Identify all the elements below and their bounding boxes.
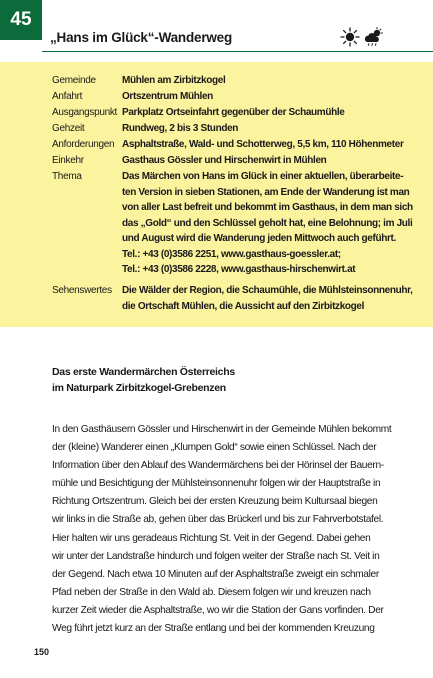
body-text: In den Gasthäusern Gössler und Hirschenwirt in der Gemeinde Mühlen bekommt der (kleine) Wanderer einen „Klumpen Gold“ sowie einen Schlüssel. Nach der Information über den Ablauf des Wandermärchens bei der Hörinsel der Bauern- mühle und Besichtigung der Mühlsteinsonnenuhr folgen wir der Hauptstraße in Richtung Ortszentrum. Gleich bei der ersten Kreuzung beim Kultursaal biegen wir links in die Straße ab, gehen über das Brückerl und bis zur Fahrverbotstafel. Hier halten wir uns geradeaus Richtung St. Veit in der Gegend. Dabei gehen wir unter der Landstraße hindurch und folgen weiter der Straße nach St. Veit in der Gegend. Nach etwa 10 Minuten auf der Asphaltstraße zweigt ein schmaler Pfad neben der Straße in den Wald ab. Diesem folgen wir und kreuzen nach kurzer Zeit wieder die Asphaltstraße, wo wir die Station der Gans vorfinden. Der Weg führt jetzt kurz an der Straße entlang und bei der kommenden Kreuzung (52, 424, 392, 635)
info-value: Ortszentrum Mühlen (122, 91, 213, 102)
info-value: Gasthaus Gössler und Hirschenwirt in Mühlen (122, 155, 327, 166)
sun-icon (340, 27, 360, 47)
info-label: Ausgangspunkt (52, 107, 118, 118)
info-label: Thema (52, 171, 82, 182)
info-label: Sehenswertes (52, 285, 112, 296)
title-rule (42, 51, 433, 52)
section-heading: Das erste Wandermärchen Österreichs im Naturpark Zirbitzkogel-Grebenzen (52, 366, 235, 394)
info-label: Anfahrt (52, 91, 83, 102)
sun-cloud-icon (364, 27, 384, 47)
info-label: Gemeinde (52, 75, 96, 86)
info-value: Das Märchen von Hans im Glück in einer aktuellen, überarbeite- ten Version in sieben Stationen, am Ende der Wanderung ist man von aller Last befreit und bekommt im Gasthaus, in dem man sich das „Gold“ und den Schlüssel geholt hat, eine Belohnung; im Juli und August wird die Wanderung jeden Mittwoch auch geführt. Tel.: +43 (0)3586 2251, www.gasthaus-goessler.at; Tel.: +43 (0)3586 2228, www.gasthaus-hirschenwirt.at (122, 171, 413, 275)
info-value: Die Wälder der Region, die Schaumühle, die Mühlsteinsonnenuhr, die Ortschaft Mühlen, die Aussicht auf den Zirbitzkogel (122, 285, 413, 312)
info-label: Einkehr (52, 155, 84, 166)
tour-number-badge: 45 (0, 0, 42, 40)
info-label: Anforderungen (52, 139, 115, 150)
tour-title: „Hans im Glück“-Wanderweg (50, 30, 233, 45)
info-label: Gehzeit (52, 123, 85, 134)
info-value: Parkplatz Ortseinfahrt gegenüber der Schaumühle (122, 107, 345, 118)
page-number: 150 (34, 647, 50, 657)
info-value: Mühlen am Zirbitzkogel (122, 75, 226, 86)
info-value: Asphaltstraße, Wald- und Schotterweg, 5,5 km, 110 Höhenmeter (122, 139, 404, 150)
info-value: Rundweg, 2 bis 3 Stunden (122, 123, 239, 134)
